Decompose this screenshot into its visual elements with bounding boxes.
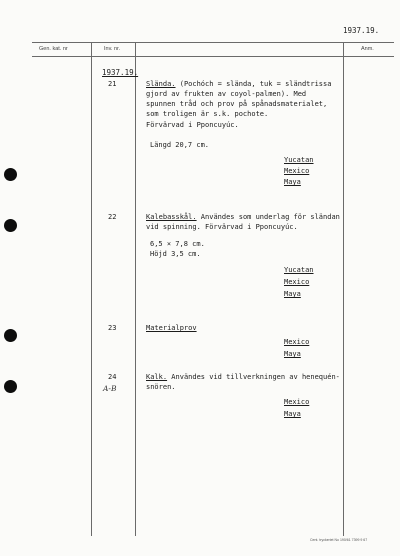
entry-21-description <box>146 80 331 89</box>
binder-hole-3 <box>4 329 17 342</box>
entry-22-text-line-2: vid spinning. Förvärvad i Pponcuyúc. <box>146 223 298 231</box>
printer-footer-mark: Cent. tryckeriet No 190/61 7399 9 67 <box>310 538 368 542</box>
entry-21-place-yucatan: Yucatan <box>284 156 314 164</box>
entry-21-length: Längd 20,7 cm. <box>150 141 210 149</box>
column-header-gen-kat-nr: Gen. kat. nr <box>39 46 68 52</box>
entry-22-place-maya: Maya <box>284 290 301 298</box>
entry-21-number: 21 <box>108 80 117 88</box>
column-header-anm: Anm. <box>361 46 374 52</box>
column-divider-1 <box>91 42 92 536</box>
entry-21-text-line-5: Förvärvad i Pponcuyúc. <box>146 121 239 129</box>
entry-22-text-line-1: Användes som underlag för sländan <box>200 213 340 221</box>
entry-23-place-mexico: Mexico <box>284 338 310 346</box>
entry-23-number: 23 <box>108 324 117 332</box>
entry-24-place-maya: Maya <box>284 410 301 418</box>
entry-22-title: Kalebasskål. <box>146 213 197 221</box>
column-divider-2 <box>135 42 136 536</box>
entry-21-title: Slända. <box>146 80 176 88</box>
entry-21-text-line-2: gjord av frukten av coyol-palmen). Med <box>146 90 307 98</box>
entry-22-number: 22 <box>108 213 117 221</box>
entry-22-dimensions: 6,5 × 7,8 cm. <box>150 240 205 248</box>
page-reference: 1937.19. <box>343 26 380 35</box>
entry-24-description <box>146 373 340 382</box>
binder-hole-1 <box>4 168 17 181</box>
column-divider-3 <box>343 42 344 536</box>
entry-23-place-maya: Maya <box>284 350 301 358</box>
binder-hole-4 <box>4 380 17 393</box>
column-header-inv-nr: Inv. nr. <box>104 46 121 52</box>
binder-hole-2 <box>4 219 17 232</box>
entry-24-text-line-1: Användes vid tillverkningen av henequén- <box>171 373 340 381</box>
entry-23-title: Materialprov <box>146 324 197 332</box>
header-bottom-rule <box>32 56 394 57</box>
entry-21-text-line-1: (Pochóch = slända, tuk = sländtrissa <box>179 80 332 88</box>
entry-24-place-mexico: Mexico <box>284 398 310 406</box>
entry-21-text-line-3: spunnen tråd och prov på spånadsmaterialet, <box>146 100 328 108</box>
entry-24-subnumber: A-B <box>103 384 117 393</box>
entry-21-text-line-4: som troligen är s.k. pochote. <box>146 110 269 118</box>
entry-24-text-line-2: snören. <box>146 383 176 391</box>
entry-22-description <box>146 213 340 222</box>
entry-24-title: Kalk. <box>146 373 168 381</box>
entry-21-place-mexico: Mexico <box>284 167 310 175</box>
entry-24-number: 24 <box>108 373 117 381</box>
entry-21-place-maya: Maya <box>284 178 301 186</box>
entry-22-place-mexico: Mexico <box>284 278 310 286</box>
entry-21-year: 1937.19. <box>102 68 139 77</box>
entry-22-height: Höjd 3,5 cm. <box>150 250 201 258</box>
entry-22-place-yucatan: Yucatan <box>284 266 314 274</box>
header-top-rule <box>32 42 394 43</box>
